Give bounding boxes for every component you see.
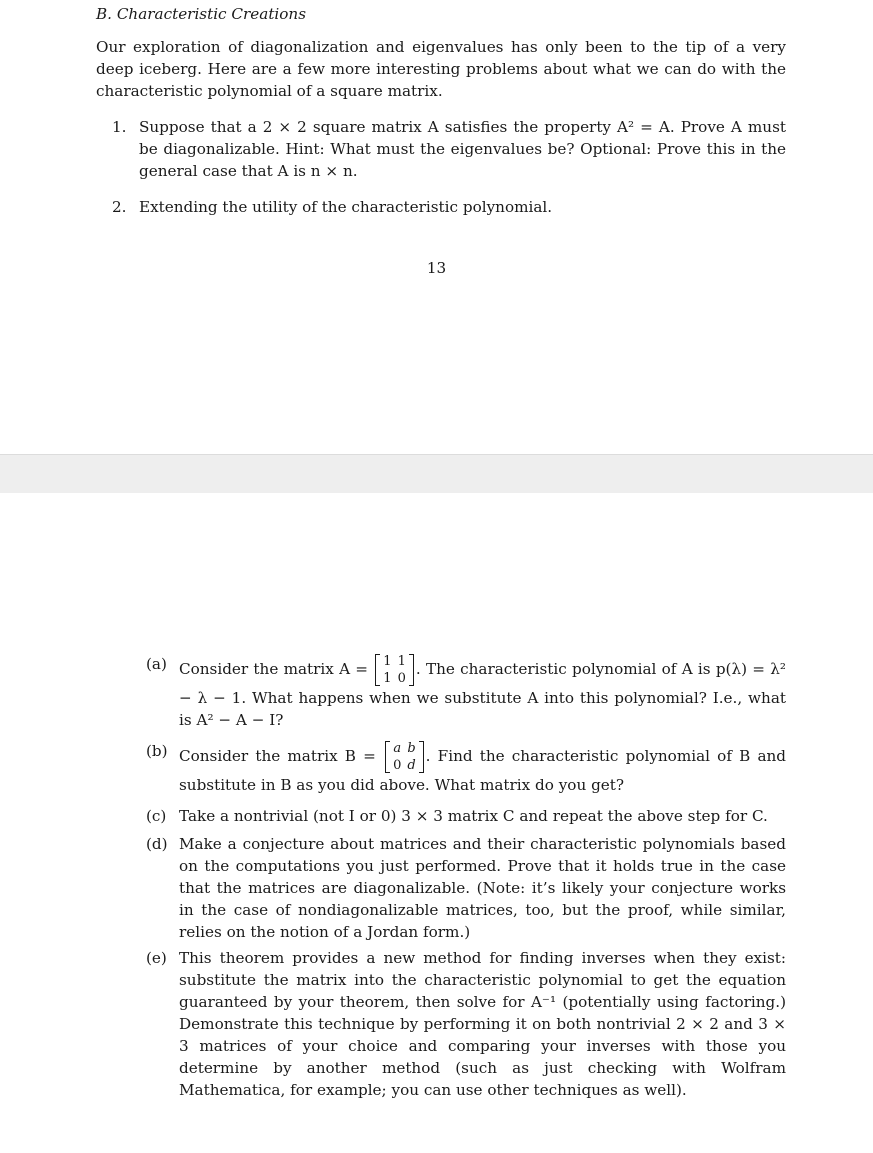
list-item	[112, 196, 786, 218]
subitem-label: (d)	[146, 835, 168, 853]
matrix-cell: 0	[393, 758, 402, 773]
matrix-b	[385, 740, 424, 774]
intro-paragraph: Our exploration of diagonalization and eigenvalues has only been to the tip of a very deep iceberg. Here are a few more interesting problems about what we can do with the characteristic polynomial of a square matrix.	[96, 38, 786, 100]
subitem-text	[179, 740, 786, 796]
item-number: 1.	[112, 118, 127, 136]
item-text: Suppose that a 2 × 2 square matrix A satisfies the property A² = A. Prove A must be diagonalizable. Hint: What must the eigenvalues be? Optional: Prove this in the general case that A is n × n.	[139, 118, 786, 180]
subitem-label: (c)	[146, 807, 167, 825]
matrix-cell: b	[407, 741, 416, 756]
subitem-post: . The characteristic polynomial of A is p(λ) = λ² − λ − 1. What happens when we substitute A into this polynomial? I.e., what is A² − A − I?	[179, 660, 786, 729]
subitem	[146, 833, 786, 943]
section-title: B. Characteristic Creations	[96, 5, 306, 23]
subitem-label: (a)	[146, 655, 167, 673]
list-item	[112, 116, 786, 182]
document-page-top	[0, 0, 873, 454]
subitem-text: Make a conjecture about matrices and their characteristic polynomials based on the computations you just performed. Prove that it holds true in the case that the matrices are diagonalizable. (Note: it’s likely your conjecture works in the case of nondiagonalizable matrices, too, but the proof, while similar, relies on the notion of a Jordan form.)	[179, 835, 786, 941]
page-number: 13	[426, 259, 447, 277]
item-text: Extending the utility of the characteristic polynomial.	[139, 198, 553, 216]
subitem-pre: Consider the matrix B =	[179, 747, 376, 765]
matrix-cell: 1	[397, 654, 406, 669]
page-gap	[0, 454, 873, 493]
document-page-bottom	[0, 492, 873, 1153]
subitem-post: . Find the characteristic polynomial of B and substitute in B as you did above. What matrix do you get?	[179, 747, 787, 794]
matrix-cell: 1	[383, 654, 392, 669]
matrix-cell: a	[393, 741, 402, 756]
subitem	[146, 653, 786, 731]
matrix-cell: 1	[383, 671, 392, 686]
subitem-pre: Consider the matrix A =	[179, 660, 369, 678]
subitem	[146, 947, 786, 1101]
subitem-label: (b)	[146, 742, 168, 760]
subitem-text: Take a nontrivial (not I or 0) 3 × 3 matrix C and repeat the above step for C.	[179, 807, 768, 825]
subitem	[146, 805, 786, 827]
matrix-cell: 0	[397, 671, 406, 686]
subitem-text: This theorem provides a new method for finding inverses when they exist: substitute the matrix into the characteristic polynomial to get the equation guaranteed by your theorem, then solve for A⁻¹ (potentially using factoring.) Demonstrate this technique by performing it on both nontrivial 2 × 2 and 3 × 3 matrices of your choice and comparing your inverses with those you determine by another method (such as just checking with Wolfram Mathematica, for example; you can use other techniques as well).	[179, 949, 786, 1099]
item-number: 2.	[112, 198, 127, 216]
subitem-label: (e)	[146, 949, 167, 967]
subitem-text	[179, 653, 786, 731]
matrix-a	[375, 653, 414, 687]
subitem	[146, 740, 786, 796]
matrix-cell: d	[407, 758, 416, 773]
